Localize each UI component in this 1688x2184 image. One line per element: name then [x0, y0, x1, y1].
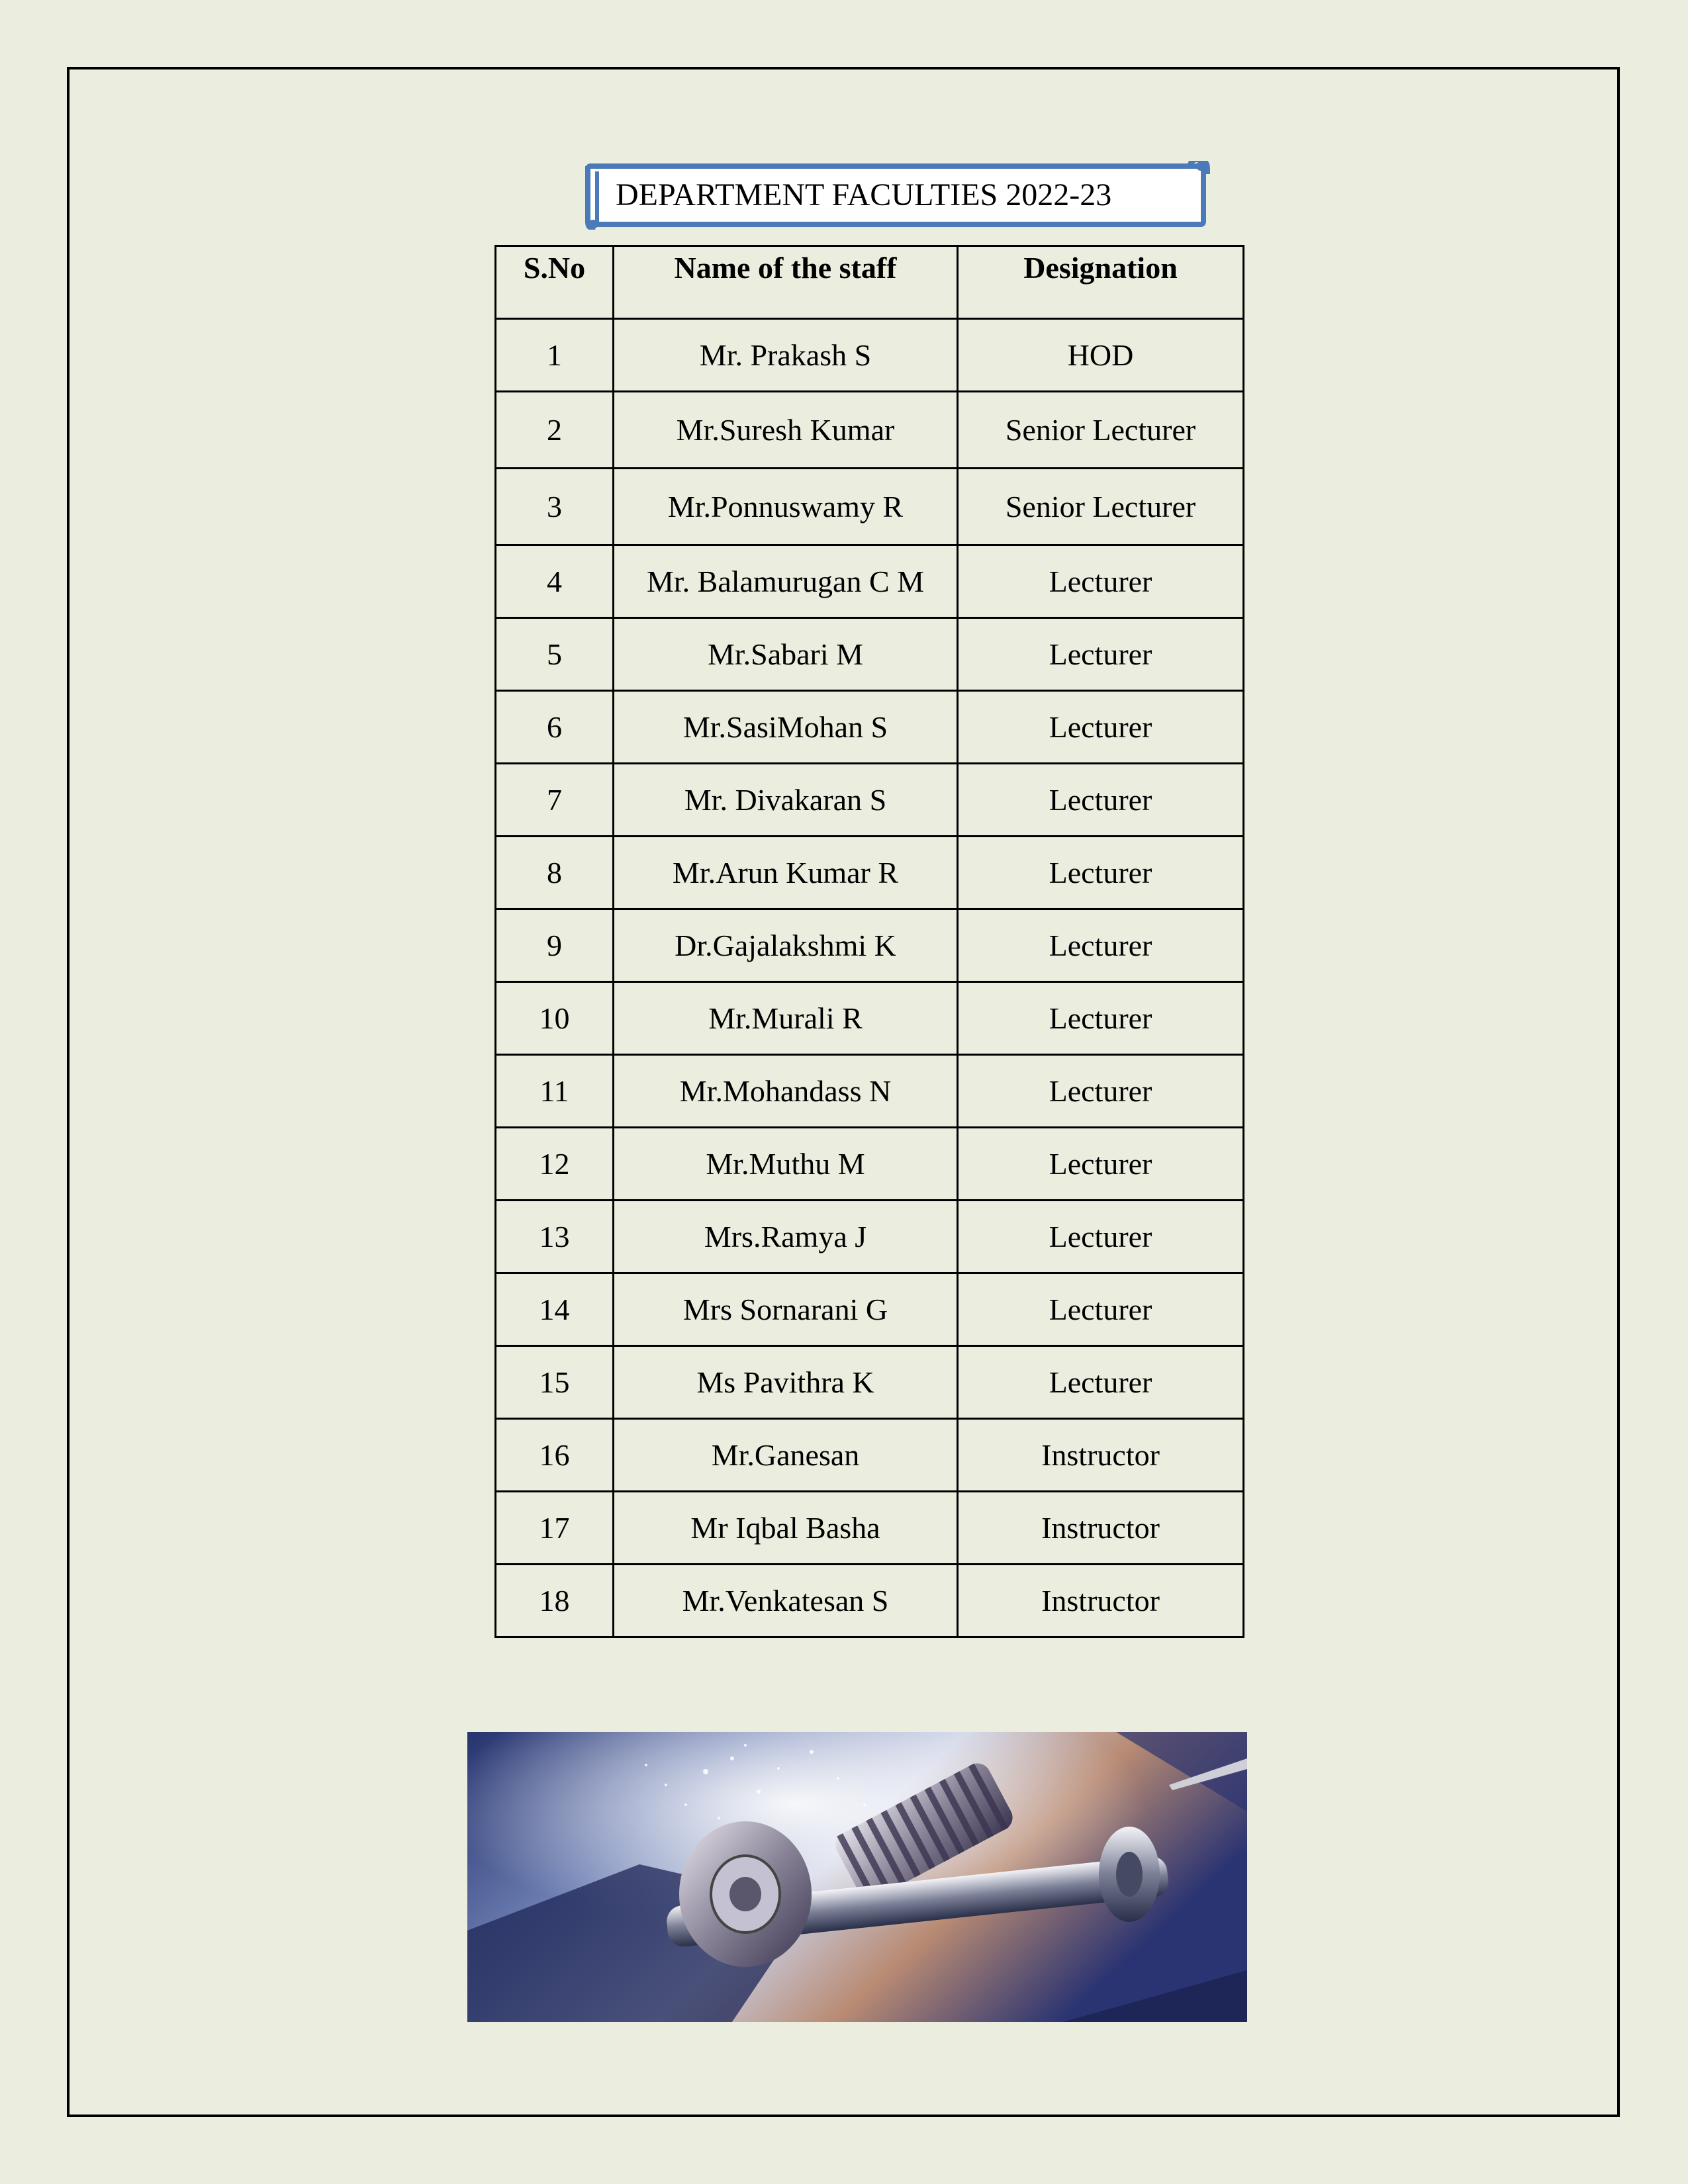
cell-designation: Lecturer [958, 1346, 1244, 1419]
cell-name: Mr Iqbal Basha [614, 1492, 958, 1565]
cell-sno: 16 [496, 1419, 614, 1492]
cell-name: Dr.Gajalakshmi K [614, 909, 958, 982]
table-row [496, 1565, 1244, 1637]
cell-name: Mr.Mohandass N [614, 1055, 958, 1128]
cell-designation: Instructor [958, 1419, 1244, 1492]
cell-sno: 10 [496, 982, 614, 1055]
cell-designation: Instructor [958, 1565, 1244, 1637]
table-row [496, 469, 1244, 545]
header-name: Name of the staff [614, 246, 958, 319]
cell-sno: 15 [496, 1346, 614, 1419]
cell-designation: Lecturer [958, 1273, 1244, 1346]
cell-sno: 11 [496, 1055, 614, 1128]
cell-sno: 6 [496, 691, 614, 764]
cell-sno: 9 [496, 909, 614, 982]
table-row [496, 1492, 1244, 1565]
header-designation: Designation [958, 246, 1244, 319]
cell-designation: Lecturer [958, 1201, 1244, 1273]
cell-name: Ms Pavithra K [614, 1346, 958, 1419]
cell-sno: 3 [496, 469, 614, 545]
cell-designation: Lecturer [958, 764, 1244, 837]
table-header-row [496, 246, 1244, 319]
cell-sno: 7 [496, 764, 614, 837]
cell-name: Mrs.Ramya J [614, 1201, 958, 1273]
table-row [496, 1273, 1244, 1346]
faculty-table [494, 245, 1244, 1638]
cell-designation: Lecturer [958, 837, 1244, 909]
cell-designation: Lecturer [958, 1055, 1244, 1128]
header-sno: S.No [496, 246, 614, 319]
cell-sno: 1 [496, 319, 614, 392]
title-banner [583, 161, 1211, 230]
cell-name: Mr. Prakash S [614, 319, 958, 392]
cell-name: Mr.Ganesan [614, 1419, 958, 1492]
table-row [496, 982, 1244, 1055]
cell-name: Mr.Murali R [614, 982, 958, 1055]
cell-sno: 4 [496, 545, 614, 618]
cell-sno: 13 [496, 1201, 614, 1273]
cell-sno: 17 [496, 1492, 614, 1565]
cell-sno: 12 [496, 1128, 614, 1201]
cell-name: Mr.Muthu M [614, 1128, 958, 1201]
cell-name: Mr.SasiMohan S [614, 691, 958, 764]
table-row [496, 837, 1244, 909]
table-row [496, 1055, 1244, 1128]
cell-designation: Instructor [958, 1492, 1244, 1565]
gears-illustration [467, 1732, 1247, 2022]
cell-designation: Lecturer [958, 691, 1244, 764]
cell-name: Mr.Suresh Kumar [614, 392, 958, 469]
cell-name: Mr.Ponnuswamy R [614, 469, 958, 545]
table-row [496, 618, 1244, 691]
cell-name: Mr.Arun Kumar R [614, 837, 958, 909]
machining-gears-photo [467, 1732, 1247, 2022]
table-row [496, 392, 1244, 469]
cell-sno: 14 [496, 1273, 614, 1346]
cell-sno: 5 [496, 618, 614, 691]
cell-designation: Senior Lecturer [958, 469, 1244, 545]
table-row [496, 764, 1244, 837]
table-row [496, 691, 1244, 764]
cell-name: Mr. Balamurugan C M [614, 545, 958, 618]
cell-name: Mr. Divakaran S [614, 764, 958, 837]
cell-designation: Lecturer [958, 618, 1244, 691]
cell-sno: 2 [496, 392, 614, 469]
cell-designation: Senior Lecturer [958, 392, 1244, 469]
cell-designation: Lecturer [958, 1128, 1244, 1201]
table-row [496, 545, 1244, 618]
table-row [496, 1128, 1244, 1201]
cell-designation: HOD [958, 319, 1244, 392]
document-title: DEPARTMENT FACULTIES 2022-23 [616, 177, 1112, 212]
table-row [496, 1201, 1244, 1273]
cell-sno: 18 [496, 1565, 614, 1637]
cell-designation: Lecturer [958, 982, 1244, 1055]
table-row [496, 319, 1244, 392]
cell-name: Mrs Sornarani G [614, 1273, 958, 1346]
cell-designation: Lecturer [958, 545, 1244, 618]
table-row [496, 909, 1244, 982]
cell-name: Mr.Sabari M [614, 618, 958, 691]
cell-name: Mr.Venkatesan S [614, 1565, 958, 1637]
cell-designation: Lecturer [958, 909, 1244, 982]
cell-sno: 8 [496, 837, 614, 909]
table-row [496, 1419, 1244, 1492]
table-row [496, 1346, 1244, 1419]
